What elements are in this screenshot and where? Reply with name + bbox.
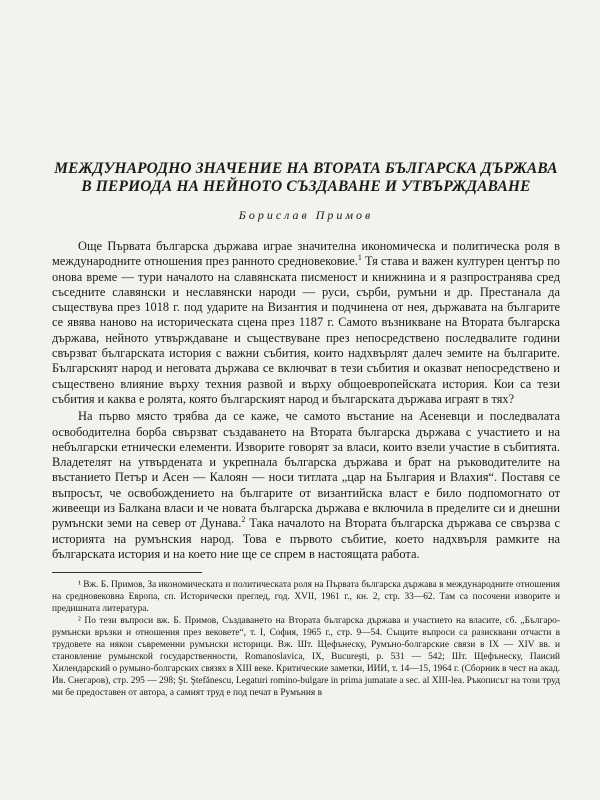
paragraph-text: Така началото на Втората българска държава се свързва с историята на румънския народ. Това е първото събитие, което надхвърля рамките на българската история и на което ние ще се спрем в настоящата работа. [52, 516, 560, 561]
footnote: ² По тези въпроси вж. Б. Примов, Създаването на Втората българска държава и участието на власите, сб. „Българо-румънски връзки и отношения през вековете“, т. I, София, 1965 г., стр. 9—54. Същите въпроси са разисквани отчасти в трудовете на някои съвременни румънски историци. Вж. Шт. Щефънеску, Румъно-болгарские связи в IX — XIV вв. и становление румынской государственности, Romanoslavica, IX, Bucureşti, р. 531 — 542; Шт. Щефънеску, Паисий Хилендарский о румыно-болгарских связях в XIII веке. Критические заметки, ИИИ, т. 14—15, 1964 г. (Сборник в чест на акад. Ив. Снегаров), стр. 295 — 298; Şt. Ştefănescu, Legaturi romino-bulgare in prima jumatate a sec. al XIII-lea. Ръкописът на този труд ми бе предоставен от автора, а самият труд е под печат в Румъния в [52, 616, 560, 699]
title-line-2: В ПЕРИОДА НА НЕЙНОТО СЪЗДАВАНЕ И УТВЪРЖДАВАНЕ [81, 178, 531, 195]
footnote-divider [52, 572, 202, 573]
paragraph-text: Още Първата българска държава играе значителна икономическа и политическа роля в международните отношения през ранното средновековие. [52, 239, 560, 269]
title-line-1: МЕЖДУНАРОДНО ЗНАЧЕНИЕ НА ВТОРАТА БЪЛГАРСКА ДЪРЖАВА [54, 160, 558, 177]
paragraph [52, 239, 560, 407]
footnote-reference: 2 [241, 515, 246, 525]
footnotes [52, 579, 560, 699]
footnote: ¹ Вж. Б. Примов, За икономическата и политическата роля на Първата българска държава в международните отношения на средновековна Европа, сп. Исторически преглед, год. XVII, 1961 г., кн. 2, стр. 33—62. Там са посочени изворите и предишната литература. [52, 580, 560, 615]
footnote-reference: 1 [357, 253, 362, 263]
paragraph [52, 409, 560, 562]
article-author: Борислав Примов [238, 208, 374, 222]
article-title [52, 160, 560, 196]
paragraph-text: На първо място трябва да се каже, че самото въстание на Асеневци и последвалата освободителна борба свързват създаването на Втората българска държава с участието и на небългарски етнически елементи. Изворите говорят за власи, които взели участие в събитията. Владетелят на утвърдената и укрепнала българска държава и брат на ръководителите на въстанието Петър и Асен — Калоян — носи титлата „цар на България и Влахия“. Поставя се въпросът, че освобождението на българите от византийска власт е било подпомогнато от живеещи из Балкана власи и че новата българска държава е включила в пределите си и днешни румънски земи на север от Дунава. [52, 409, 560, 531]
article-body [52, 239, 560, 562]
paragraph-text: Тя става и важен културен център по онова време — тури началото на славянската писменост и книжнина и я разпространява сред съседните славянски и неславянски народи — руси, сърби, румъни и др. Престанала да съществува през 1018 г. под ударите на Византия и подчинена от нея, държавата на българите се явява наново на историческата сцена през 1187 г. Самото възникване на Втората българска държава, нейното утвърждаване и съществуване през непосредствено последвалите години свързват българската история с важни събития, които надхвърлят далеч земите на българите. Българският народ и неговата държава се включват в тези събития и оказват непосредствено и съществено влияние върху техния развой и върху общоевропейската история. Кои са тези събития и каква е ролята, която българският народ и българската държава играят в тях? [52, 254, 560, 406]
